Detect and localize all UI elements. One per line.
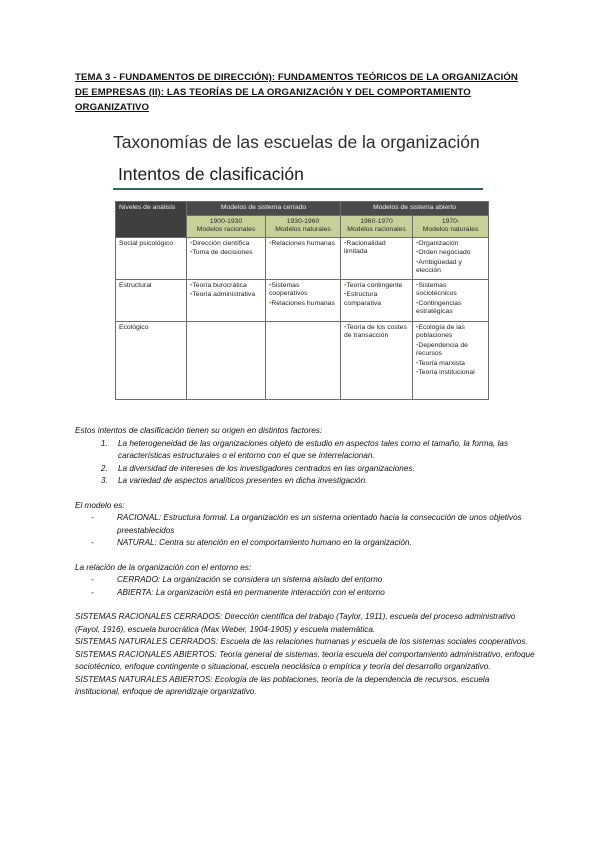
- band-open: Modelos de sistema abierto: [341, 202, 489, 216]
- list-item: • Teoría institucional: [416, 369, 485, 378]
- column-type: Modelos naturales: [275, 226, 331, 233]
- systems-paragraph: SISTEMAS NATURALES ABIERTOS: Ecología de las poblaciones, teoría de la dependencia de recursos, escuela institucional, enfoque de aprendizaje organizativo.: [75, 674, 490, 696]
- model-intro: El modelo es:: [75, 500, 125, 510]
- table-cell: [266, 321, 341, 399]
- table-band-row: [116, 202, 489, 216]
- list-item: • Toma de decisiones: [190, 249, 262, 258]
- environment-list: [75, 574, 535, 599]
- list-item: • Teoría contingente: [344, 282, 409, 291]
- column-type: Modelos racionales: [347, 226, 406, 233]
- list-item: 2. La diversidad de intereses de los investigadores centrados en las organizaciones.: [110, 463, 535, 476]
- factors-intro: Estos intentos de clasificación tienen su origen en distintos factores:: [75, 426, 323, 435]
- row-label: Ecológico: [116, 321, 187, 399]
- row-label: Social psicológico: [116, 237, 187, 279]
- list-item: - RACIONAL: Estructura formal. La organización es un sistema orientado hacia la consecución de unos objetivos preestablecidos: [91, 512, 535, 537]
- systems-paragraph: SISTEMAS RACIONALES CERRADOS: Dirección científica del trabajo (Taylor, 1911), escuela del proceso administrativo (Fayol, 1916), escuela burocrática (Max Weber, 1904-1905) y escuela matemática.: [75, 612, 516, 634]
- column-type: Modelos racionales: [196, 226, 256, 233]
- column-period: 1900-1930: [209, 217, 243, 225]
- list-item: • Dependencia de recursos: [416, 342, 485, 359]
- slide-divider: [113, 188, 483, 190]
- table-cell: [341, 237, 413, 279]
- column-period: 1960-1970: [360, 217, 393, 225]
- column-period: 1930-1960: [286, 217, 320, 225]
- band-closed: Modelos de sistema cerrado: [187, 202, 341, 216]
- list-item: • Teoría burocrática: [190, 282, 262, 291]
- table-cell: [413, 279, 489, 321]
- list-item: • Relaciones humanas: [269, 300, 337, 309]
- table-cell: [266, 237, 341, 279]
- list-item: • Sistemas cooperativos: [269, 282, 337, 299]
- table-cell: [266, 279, 341, 321]
- document-heading: TEMA 3 - FUNDAMENTOS DE DIRECCIÓN): FUNDAMENTOS TEÓRICOS DE LA ORGANIZACIÓN DE EMPRESAS (II): LAS TEORÍAS DE LA ORGANIZACIÓN Y DEL COMPORTAMIENTO ORGANIZATIVO: [75, 72, 518, 113]
- systems-paragraph: SISTEMAS NATURALES CERRADOS: Escuela de las relaciones humanas y escuela de los sistemas sociales cooperativos.: [75, 637, 528, 646]
- list-item: • Contingencias estratégicas: [416, 300, 485, 317]
- list-item: • Sistemas sociotécnicos: [416, 282, 485, 299]
- table-row: [116, 237, 489, 279]
- table-cell: [413, 321, 489, 399]
- table-cell: [187, 237, 266, 279]
- slide-subtitle: Intentos de clasificación: [118, 164, 304, 184]
- column-header: [413, 215, 489, 237]
- list-item: • Orden negociado: [416, 249, 485, 258]
- table-cell: [187, 279, 266, 321]
- row-label: Estructural: [116, 279, 187, 321]
- corner-label: Niveles de análisis: [116, 202, 187, 238]
- table-row: [116, 321, 489, 399]
- taxonomy-table: [115, 201, 489, 400]
- list-item: 3. La variedad de aspectos analíticos presentes en dicha investigación.: [110, 475, 535, 488]
- list-item: • Ambigüedad y elección: [416, 259, 485, 276]
- table-cell: [413, 237, 489, 279]
- list-item: • Teoría marxista: [416, 360, 485, 369]
- list-item: • Racionalidad limitada: [344, 240, 409, 257]
- list-item: - CERRADO: La organización se considera un sistema aislado del entorno: [91, 574, 535, 587]
- table-cell: [341, 279, 413, 321]
- body-text: [75, 425, 535, 699]
- systems-paragraph: SISTEMAS RACIONALES ABIERTOS: Teoría general de sistemas, teoría escuela del comportamiento administrativo, enfoque sociotécnico, enfoque contingente o situacional, escuela neoclásica o empírica y teoría del desarrollo organizativo.: [75, 649, 535, 671]
- list-item: • Relaciones humanas: [269, 240, 337, 249]
- table-row: [116, 279, 489, 321]
- factors-list: [75, 438, 535, 488]
- environment-intro: La relación de la organización con el entorno es:: [75, 562, 252, 572]
- list-item: • Estructura comparativa: [344, 291, 409, 308]
- list-item: • Teoría administrativa: [190, 291, 262, 300]
- table-cell: [341, 321, 413, 399]
- list-item: • Dirección científica: [190, 240, 262, 249]
- list-item: 1. La heterogeneidad de las organizaciones objeto de estudio en aspectos tales como el tamaño, la forma, las características estructurales o el entorno con el que se interrelacionan.: [110, 438, 535, 463]
- list-item: • Organización: [416, 240, 485, 249]
- column-period: 1970-: [441, 217, 460, 225]
- column-header: [341, 215, 413, 237]
- list-item: - ABIERTA: La organización está en permanente interacción con el entorno: [91, 587, 535, 600]
- column-type: Modelos naturales: [422, 226, 479, 233]
- table-cell: [187, 321, 266, 399]
- list-item: - NATURAL: Centra su atención en el comportamiento humano en la organización.: [91, 537, 535, 550]
- slide-title: Taxonomías de las escuelas de la organización: [113, 132, 480, 152]
- list-item: • Ecología de las poblaciones: [416, 324, 485, 341]
- column-header: [266, 215, 341, 237]
- list-item: • Teoría de los costes de transacción: [344, 324, 409, 341]
- column-header: [187, 215, 266, 237]
- model-list: [75, 512, 535, 550]
